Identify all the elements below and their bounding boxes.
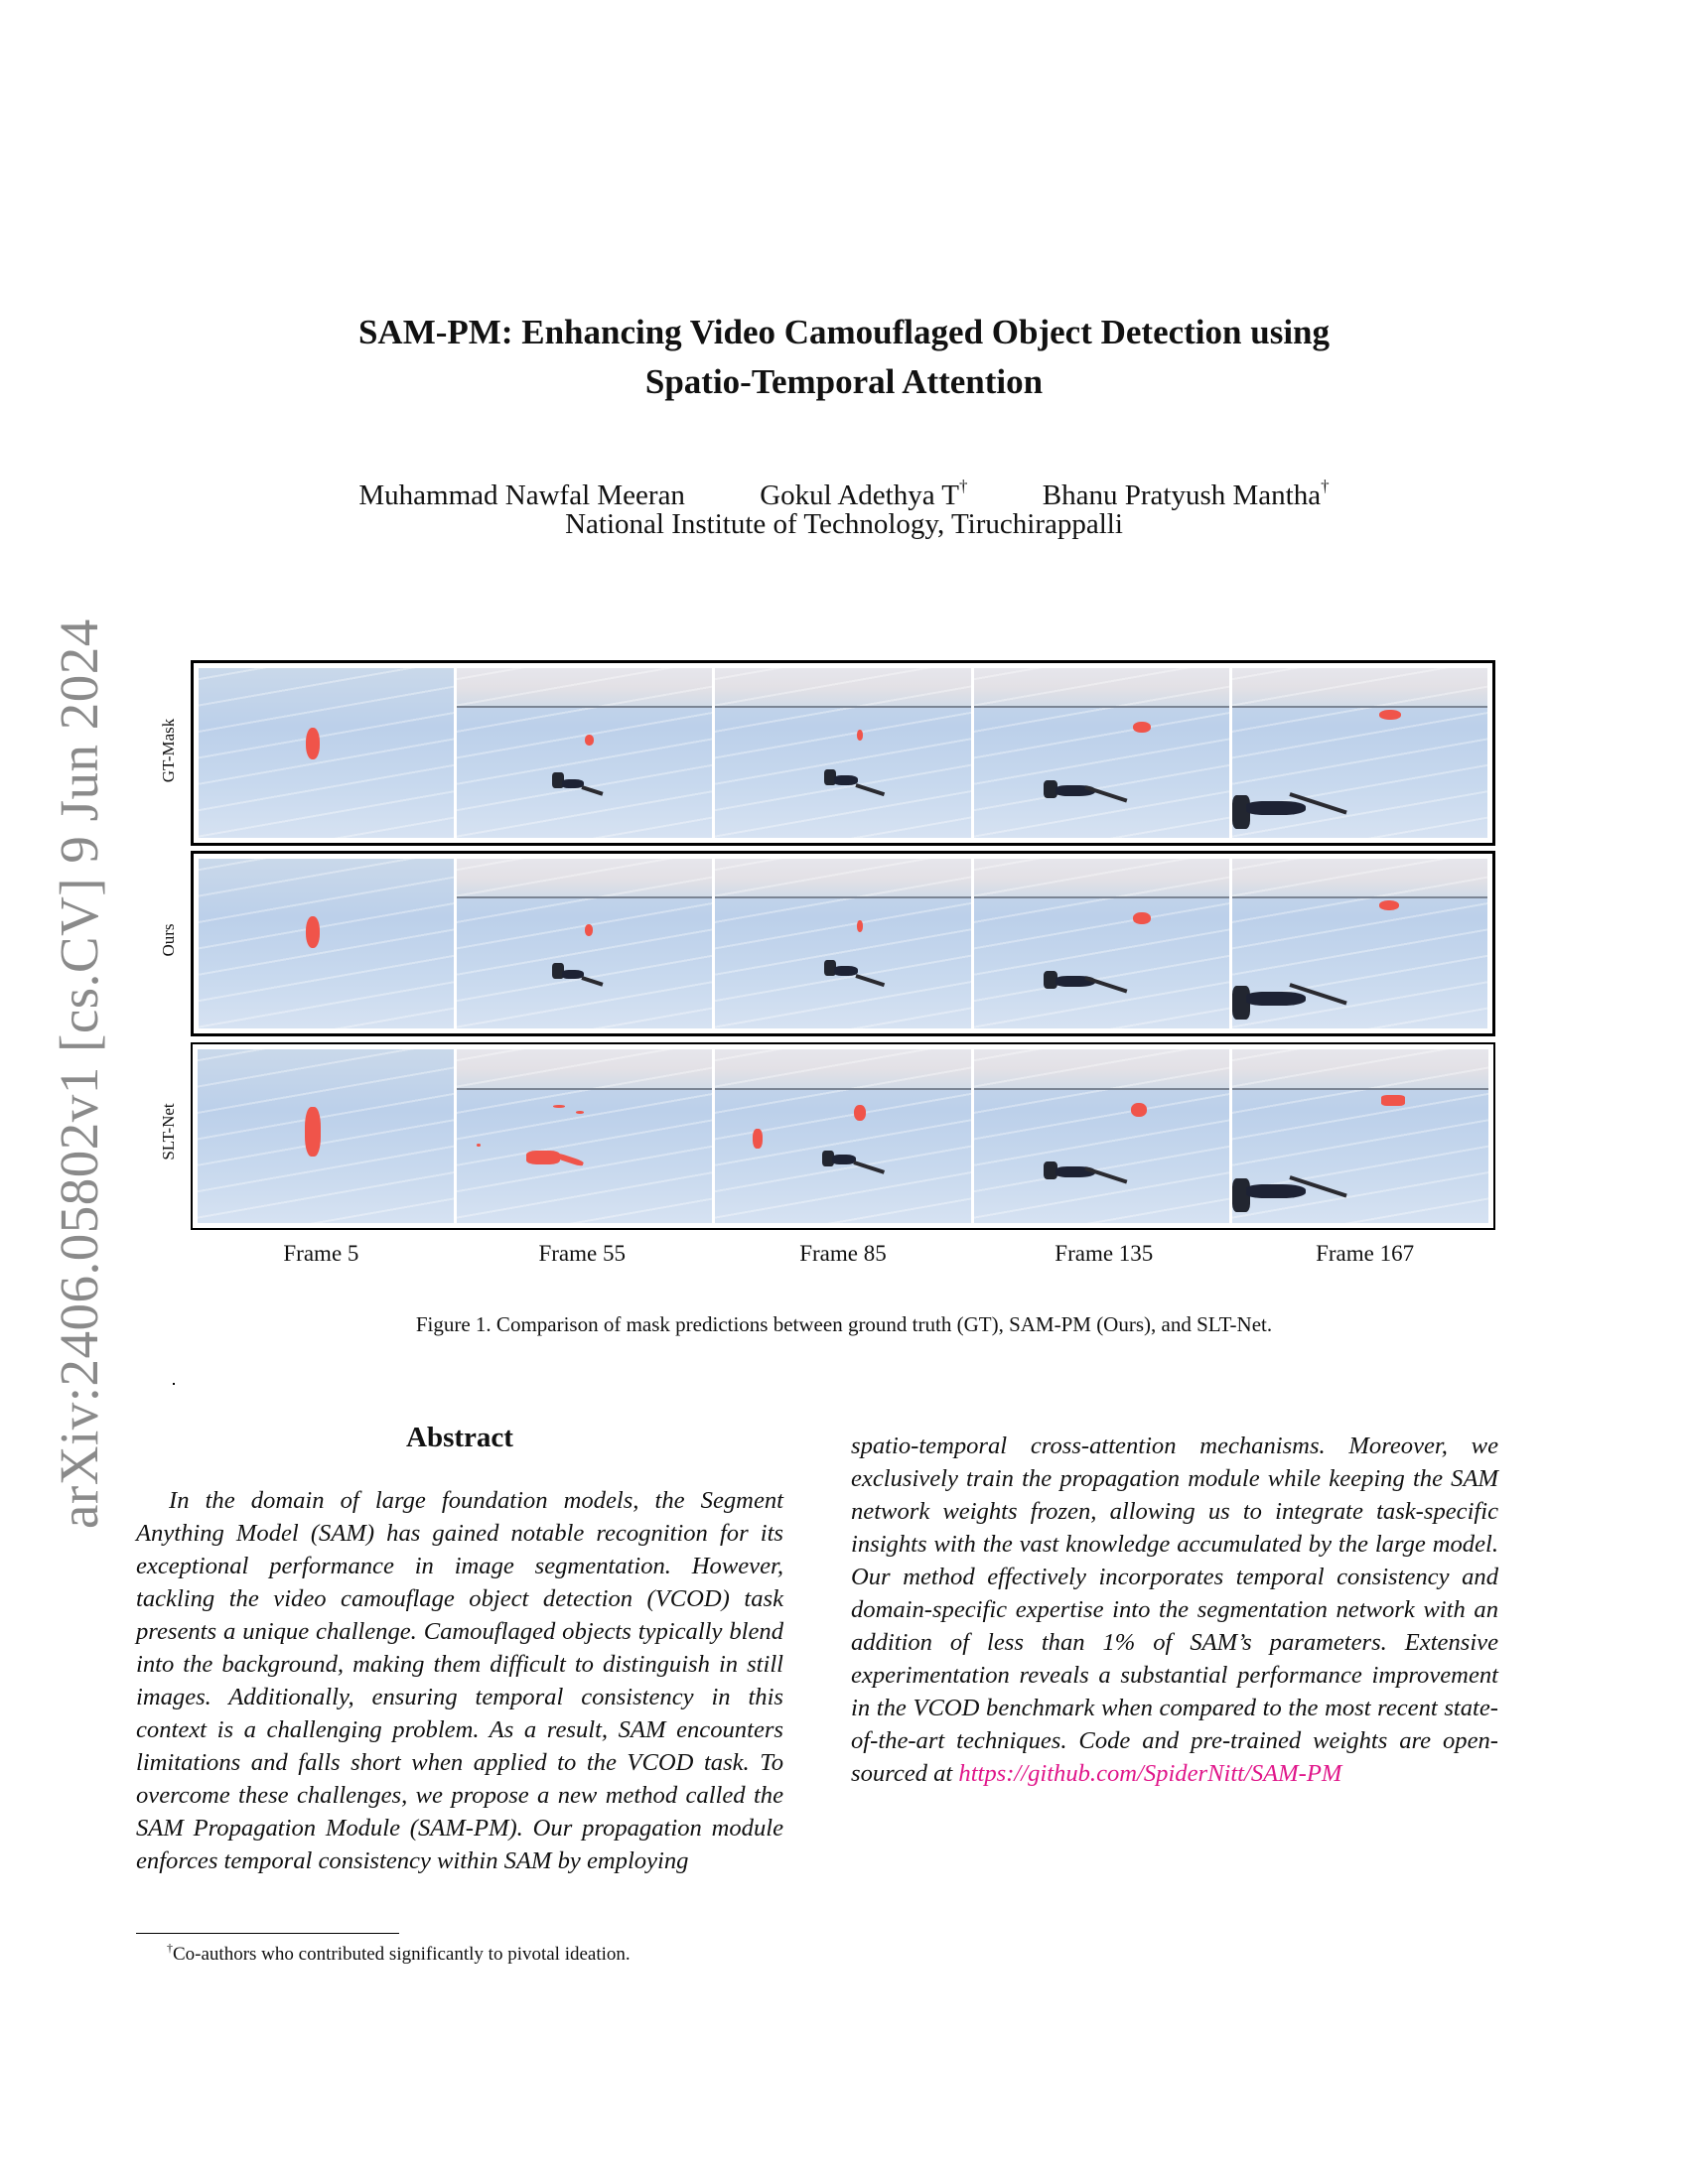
arxiv-identifier-stamp: arXiv:2406.05802v1 [cs.CV] 9 Jun 2024 xyxy=(49,618,109,1529)
footnote-text: Co-authors who contributed significantly to pivotal ideation. xyxy=(173,1944,631,1965)
person xyxy=(834,775,858,785)
abstract-right-text: spatio-temporal cross-attention mechanisms. Moreover, we exclusively train the propagation module while keeping the SAM network weights frozen, allowing us to integrate task-specific insights with the vast knowledge accumulated by the large model. Our method effectively incorporates temporal consistency and domain-specific expertise into the segmentation network with an addition of less than 1% of SAM’s parameters. Extensive experimentation reveals a substantial performance improvement in the VCOD benchmark when compared to the most recent state-of-the-art techniques. Code and pre-trained weights are open-sourced at xyxy=(851,1433,1498,1787)
person xyxy=(1246,992,1306,1006)
stray-period xyxy=(173,1383,175,1385)
figure-row-slt-net xyxy=(191,1042,1495,1230)
segmentation-mask xyxy=(306,728,320,759)
frame-image xyxy=(457,1049,713,1223)
frame-label: Frame 85 xyxy=(799,1241,887,1266)
segmentation-mask xyxy=(553,1105,565,1108)
segmentation-mask xyxy=(306,916,320,948)
segmentation-mask xyxy=(1379,900,1399,910)
frame-image xyxy=(1232,859,1487,1028)
frame-image xyxy=(199,859,454,1028)
github-link[interactable]: https://github.com/SpiderNitt/SAM-PM xyxy=(958,1760,1342,1787)
author-list xyxy=(0,469,1688,513)
figure-row-gt-mask xyxy=(191,660,1495,846)
footnote-rule xyxy=(136,1933,399,1934)
frame-image xyxy=(974,1049,1230,1223)
row-label-ours: Ours xyxy=(159,923,178,957)
abstract-left-column: In the domain of large foundation models, the Segment Anything Model (SAM) has gained notable recognition for its exceptional performance in image segmentation. However, tackling the video camouflage object detection (VCOD) task presents a unique challenge. Camouflaged objects typically blend into the background, making them difficult to distinguish in still images. Additionally, ensuring temporal consistency in this context is a challenging problem. As a result, SAM encounters limitations and falls short when applied to the VCOD task. To overcome these challenges, we propose a new method called the SAM Propagation Module (SAM-PM). Our propagation module enforces temporal consistency within SAM by employing xyxy=(136,1487,783,1874)
frame-image xyxy=(457,668,712,838)
frame-image xyxy=(198,1049,454,1223)
segmentation-mask xyxy=(576,1111,584,1114)
title-line-1: SAM-PM: Enhancing Video Camouflaged Object Detection using xyxy=(357,313,1331,351)
frame-image xyxy=(715,668,970,838)
segmentation-mask xyxy=(1133,912,1151,924)
segmentation-mask xyxy=(1381,1095,1405,1106)
frame-labels xyxy=(191,1241,1495,1267)
segmentation-mask xyxy=(854,1105,866,1121)
segmentation-mask xyxy=(585,924,593,936)
segmentation-mask xyxy=(585,735,594,746)
frame-label: Frame 55 xyxy=(538,1241,626,1266)
segmentation-mask xyxy=(753,1129,763,1149)
person xyxy=(834,966,858,976)
abstract-heading: Abstract xyxy=(406,1422,513,1453)
author-name: Muhammad Nawfal Meeran xyxy=(358,479,685,511)
segmentation-mask xyxy=(477,1144,481,1147)
dagger-mark: † xyxy=(167,1941,173,1955)
frame-image xyxy=(974,668,1229,838)
segmentation-mask xyxy=(305,1107,321,1157)
affiliation: National Institute of Technology, Tiruchirappalli xyxy=(565,508,1123,540)
frame-image xyxy=(1232,668,1487,838)
frame-image xyxy=(715,1049,971,1223)
author-1 xyxy=(358,479,685,511)
row-label-gt-mask: GT-Mask xyxy=(159,718,178,783)
segmentation-mask xyxy=(1131,1103,1147,1117)
row-label-slt-net: SLT-Net xyxy=(159,1103,178,1160)
frame-image xyxy=(199,668,454,838)
title-line-2: Spatio-Temporal Attention xyxy=(644,362,1044,401)
person xyxy=(1246,801,1306,815)
dagger-mark: † xyxy=(959,477,968,495)
frame-label: Frame 135 xyxy=(1055,1241,1154,1266)
author-name: Gokul Adethya T xyxy=(760,479,960,511)
segmentation-mask xyxy=(1133,722,1151,733)
person xyxy=(1246,1184,1306,1198)
frame-label: Frame 167 xyxy=(1316,1241,1415,1266)
frame-image xyxy=(715,859,970,1028)
frame-image xyxy=(974,859,1229,1028)
footnote xyxy=(167,1941,631,1966)
frame-label: Frame 5 xyxy=(283,1241,359,1266)
dagger-mark: † xyxy=(1321,477,1330,495)
author-name: Bhanu Pratyush Mantha xyxy=(1042,479,1322,511)
abstract-right-column xyxy=(851,1430,1498,1790)
segmentation-mask xyxy=(1379,710,1401,720)
frame-image xyxy=(1232,1049,1488,1223)
figure-row-ours xyxy=(191,851,1495,1036)
paper-title xyxy=(0,308,1688,407)
author-3 xyxy=(1043,479,1330,511)
figure-caption: Figure 1. Comparison of mask predictions between ground truth (GT), SAM-PM (Ours), and SLT-Net. xyxy=(415,1312,1273,1336)
frame-image xyxy=(457,859,712,1028)
author-2 xyxy=(760,479,967,511)
